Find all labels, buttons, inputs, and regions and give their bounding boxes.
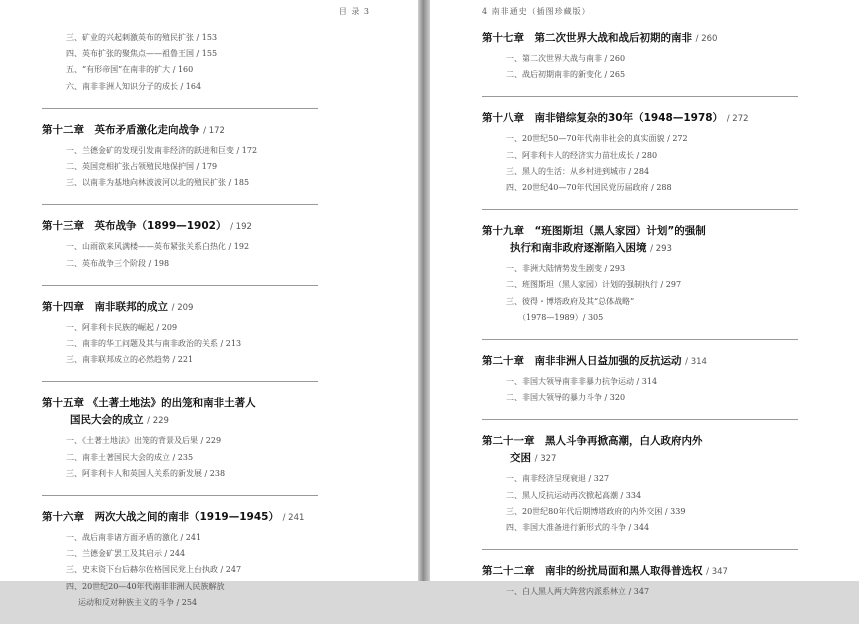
toc-section: 二、南非土著国民大会的成立 / 235 [66, 452, 194, 462]
toc-section: 二、班图斯坦（黑人家园）计划的强制执行 / 297 [506, 280, 682, 290]
chapter-page: / 314 [685, 357, 707, 368]
divider [482, 96, 798, 97]
divider [482, 549, 798, 550]
toc-section: 五、“有形帝国”在南非的扩大 / 160 [66, 65, 194, 75]
toc-section: 三、矿业的兴起刺激英布的殖民扩张 / 153 [66, 33, 218, 42]
toc-section: 三、阿非利卡人和英国人关系的新发展 / 238 [66, 468, 226, 478]
divider [482, 419, 798, 420]
chapter-title [482, 433, 798, 468]
chapter-title [482, 30, 798, 48]
chapter-19 [482, 223, 798, 326]
chapter-title [42, 122, 318, 140]
toc-section: 三、南非联邦成立的必然趋势 / 221 [66, 355, 194, 365]
toc-section: 二、黑人反抗运动再次掀起高潮 / 334 [506, 490, 642, 500]
chapter-title [482, 563, 798, 581]
toc-section: 二、非国大领导的暴力斗争 / 320 [506, 393, 626, 403]
chapter-title-text: 第十九章 “班图斯坦（黑人家园）计划”的强制 [482, 225, 706, 238]
toc-section: 一、兰德金矿的发现引发南非经济的跃进和巨变 / 172 [66, 145, 258, 155]
toc-section: 四、英布扩张的聚焦点——祖鲁王国 / 155 [66, 49, 218, 59]
chapter-title [42, 509, 318, 527]
toc-section: 一、山雨欲来风满楼——英布紧张关系白热化 / 192 [66, 242, 250, 252]
toc-section: 四、20世纪40—70年代国民党历届政府 / 288 [506, 183, 672, 193]
toc-section: 一、战后南非诸方面矛盾的激化 / 241 [66, 533, 202, 543]
toc-section: 二、英国竞相扩张占领殖民地保护国 / 179 [66, 162, 218, 172]
toc-section: 三、黑人的生活：从乡村进到城市 / 284 [506, 166, 650, 176]
toc-section: 二、英布战争三个阶段 / 198 [66, 258, 170, 268]
toc-section: 二、战后初期南非的新变化 / 265 [506, 70, 626, 80]
toc-section: 一、南非经济呈现衰退 / 327 [506, 474, 610, 484]
toc-section: 二、阿非利卡人的经济实力苗壮成长 / 280 [506, 150, 658, 160]
chapter-11-continued [42, 30, 318, 95]
chapter-17 [482, 30, 798, 83]
toc-section-cont: （1978—1989）/ 305 [518, 312, 604, 322]
chapter-page: / 293 [650, 244, 672, 255]
chapter-12 [42, 122, 318, 192]
chapter-title-text: 第十五章 《土著土地法》的出笼和南非土著人 [42, 397, 256, 410]
chapter-title-text: 第十七章 第二次世界大战和战后初期的南非 [482, 32, 692, 44]
chapter-title [42, 218, 318, 236]
chapter-20 [482, 353, 798, 406]
toc-content [482, 30, 798, 613]
chapter-16 [42, 509, 318, 611]
chapter-title-text: 第十八章 南非错综复杂的30年（1948—1978） [482, 112, 724, 125]
chapter-title-text: 第十六章 两次大战之间的南非（1919—1945） [42, 511, 279, 524]
chapter-page: / 272 [726, 114, 749, 125]
chapter-21 [482, 433, 798, 536]
toc-section: 一、20世纪50—70年代南非社会的真实面貌 / 272 [506, 134, 688, 144]
chapter-page: / 347 [706, 567, 728, 578]
toc-section: 一、非洲大陆情势发生剧变 / 293 [506, 264, 626, 274]
chapter-title-text: 第二十二章 南非的纷扰局面和黑人取得普选权 [482, 565, 703, 578]
chapter-page: / 260 [695, 34, 718, 44]
toc-section: 三、史末资下台后赫尔佐格国民党上台执政 / 247 [66, 565, 242, 575]
toc-section: 三、20世纪80年代后期博塔政府的内外交困 / 339 [506, 506, 686, 516]
divider [482, 209, 798, 210]
toc-section: 一、非国大领导南非非暴力抗争运动 / 314 [506, 377, 658, 387]
chapter-title-text: 第十四章 南非联邦的成立 [42, 300, 168, 313]
divider [42, 285, 318, 286]
chapter-title-cont: 执行和南非政府逐渐陷入困境 [510, 242, 647, 255]
chapter-page: / 209 [171, 302, 194, 313]
chapter-title-text: 第二十一章 黑人斗争再掀高潮，白人政府内外 [482, 435, 703, 448]
toc-section: 三、以南非为基地向林波波河以北的殖民扩张 / 185 [66, 178, 250, 188]
toc-section: 四、非国大准备进行新形式的斗争 / 344 [506, 523, 650, 533]
toc-content [42, 30, 318, 624]
divider [42, 495, 318, 496]
chapter-page: / 241 [282, 513, 305, 524]
divider [482, 339, 798, 340]
toc-section: 二、兰德金矿罢工及其启示 / 244 [66, 549, 186, 559]
chapter-title [482, 353, 798, 371]
chapter-title-text: 第十二章 英布矛盾激化走向战争 [42, 123, 200, 136]
chapter-title-text: 第十三章 英布战争（1899—1902） [42, 220, 227, 233]
chapter-title [42, 395, 318, 430]
toc-section: 一、白人黑人两大阵营内派系林立 / 347 [506, 587, 650, 597]
running-header: 目 录 3 [338, 7, 370, 16]
running-header: 4 南非通史（插图珍藏版） [482, 7, 591, 16]
toc-section: 一、阿非利卡民族的崛起 / 209 [66, 322, 178, 332]
divider [42, 204, 318, 205]
divider [42, 381, 318, 382]
chapter-14 [42, 299, 318, 369]
chapter-title-cont: 国民大会的成立 [70, 414, 144, 427]
chapter-page: / 192 [230, 222, 252, 233]
chapter-page: / 172 [203, 125, 225, 136]
book-gutter [418, 0, 430, 581]
toc-section: 四、20世纪20—40年代南非非洲人民族解放 [66, 581, 225, 591]
chapter-15 [42, 395, 318, 482]
toc-section: 二、南非的华工问题及其与南非政治的关系 / 213 [66, 339, 242, 349]
toc-section: 一、《土著土地法》出笼的背景及后果 / 229 [66, 436, 222, 446]
chapter-title [482, 110, 798, 128]
toc-section-cont: 运动和反对种族主义的斗争 / 254 [78, 597, 198, 607]
toc-section: 一、第二次世界大战与南非 / 260 [506, 54, 626, 63]
chapter-title [42, 299, 318, 317]
toc-section: 三、彼得・博塔政府及其“总体战略” [506, 296, 635, 306]
chapter-page: / 327 [534, 454, 557, 465]
chapter-22 [482, 563, 798, 600]
toc-section: 六、南非非洲人知识分子的成长 / 164 [66, 81, 202, 91]
right-page [430, 0, 859, 597]
chapter-title [482, 223, 798, 258]
left-page [0, 0, 418, 607]
divider [42, 108, 318, 109]
chapter-page: / 229 [147, 416, 169, 427]
chapter-title-text: 第二十章 南非非洲人日益加强的反抗运动 [482, 355, 682, 368]
chapter-title-cont: 交困 [510, 452, 531, 465]
chapter-18 [482, 110, 798, 196]
chapter-13 [42, 218, 318, 271]
